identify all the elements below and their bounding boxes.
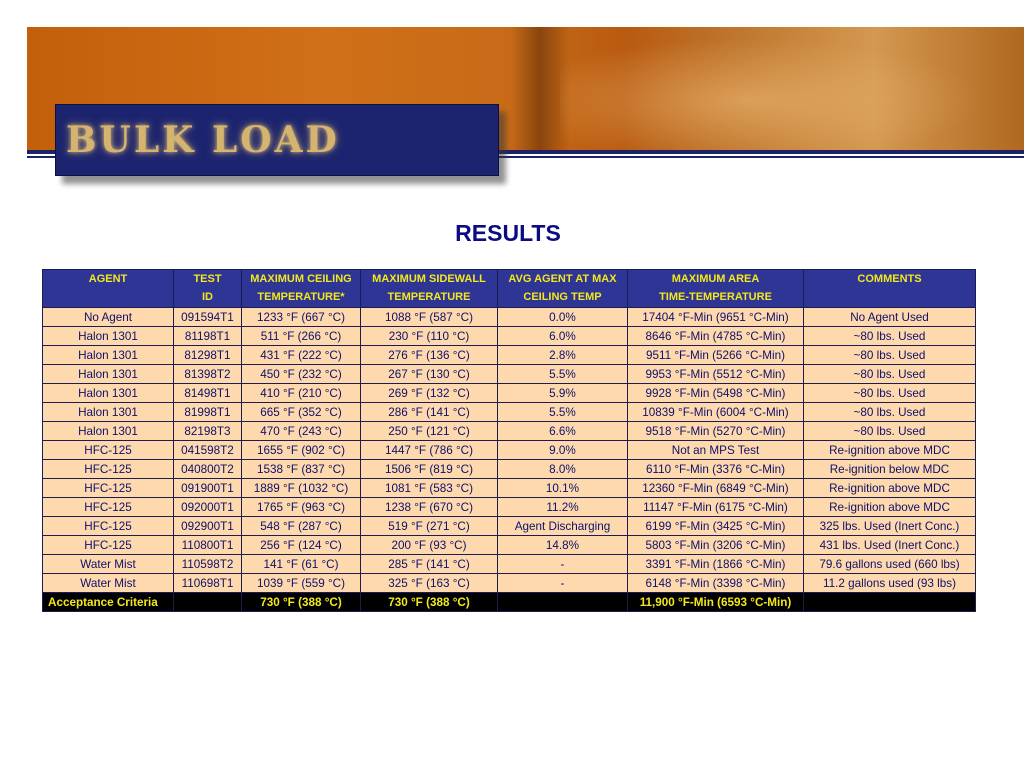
table-cell: -: [498, 555, 628, 574]
column-header-line2: [804, 288, 975, 306]
table-cell: Water Mist: [43, 555, 174, 574]
column-header-line1: COMMENTS: [857, 273, 922, 285]
column-header-line2: CEILING TEMP: [523, 291, 602, 303]
title-plate: [55, 104, 499, 176]
table-cell: ~80 lbs. Used: [804, 327, 976, 346]
table-cell: 1765 °F (963 °C): [242, 498, 361, 517]
table-cell: No Agent: [43, 308, 174, 327]
table-cell: 9953 °F-Min (5512 °C-Min): [628, 365, 804, 384]
table-cell: 12360 °F-Min (6849 °C-Min): [628, 479, 804, 498]
criteria-cell: 730 °F (388 °C): [361, 593, 498, 612]
table-cell: 450 °F (232 °C): [242, 365, 361, 384]
column-header-line1: AVG AGENT AT MAX: [508, 273, 617, 285]
table-cell: Halon 1301: [43, 327, 174, 346]
table-cell: 092000T1: [174, 498, 242, 517]
table-cell: 1081 °F (583 °C): [361, 479, 498, 498]
table-cell: Not an MPS Test: [628, 441, 804, 460]
column-header: [498, 270, 628, 308]
table-cell: 3391 °F-Min (1866 °C-Min): [628, 555, 804, 574]
table-cell: 11147 °F-Min (6175 °C-Min): [628, 498, 804, 517]
table-cell: 1233 °F (667 °C): [242, 308, 361, 327]
table-cell: 2.8%: [498, 346, 628, 365]
table-cell: Halon 1301: [43, 422, 174, 441]
table-cell: 250 °F (121 °C): [361, 422, 498, 441]
column-header-line1: MAXIMUM SIDEWALL: [372, 273, 486, 285]
table-cell: 256 °F (124 °C): [242, 536, 361, 555]
table-cell: 1538 °F (837 °C): [242, 460, 361, 479]
table-cell: 091594T1: [174, 308, 242, 327]
table-cell: No Agent Used: [804, 308, 976, 327]
table-cell: Halon 1301: [43, 365, 174, 384]
table-cell: 81198T1: [174, 327, 242, 346]
table-cell: 1088 °F (587 °C): [361, 308, 498, 327]
table-row: [43, 460, 976, 479]
table-cell: ~80 lbs. Used: [804, 422, 976, 441]
table-cell: 267 °F (130 °C): [361, 365, 498, 384]
table-row: [43, 308, 976, 327]
criteria-cell: Acceptance Criteria: [43, 593, 174, 612]
banner-shade: [510, 27, 570, 150]
table-cell: 0.0%: [498, 308, 628, 327]
table-row: [43, 403, 976, 422]
table-cell: 8646 °F-Min (4785 °C-Min): [628, 327, 804, 346]
table-cell: 81398T2: [174, 365, 242, 384]
table-cell: 11.2%: [498, 498, 628, 517]
table-row: [43, 327, 976, 346]
table-row: [43, 365, 976, 384]
table-cell: 5.5%: [498, 365, 628, 384]
criteria-cell: 730 °F (388 °C): [242, 593, 361, 612]
table-cell: 9511 °F-Min (5266 °C-Min): [628, 346, 804, 365]
table-cell: 1655 °F (902 °C): [242, 441, 361, 460]
table-cell: 6.0%: [498, 327, 628, 346]
criteria-cell: [174, 593, 242, 612]
table-cell: 17404 °F-Min (9651 °C-Min): [628, 308, 804, 327]
table-cell: Re-ignition below MDC: [804, 460, 976, 479]
table-row: [43, 479, 976, 498]
table-cell: 548 °F (287 °C): [242, 517, 361, 536]
column-header: [628, 270, 804, 308]
table-cell: 325 lbs. Used (Inert Conc.): [804, 517, 976, 536]
table-row: [43, 574, 976, 593]
column-header: [174, 270, 242, 308]
table-cell: 519 °F (271 °C): [361, 517, 498, 536]
table-cell: 5.5%: [498, 403, 628, 422]
table-cell: HFC-125: [43, 479, 174, 498]
acceptance-criteria-row: [43, 593, 976, 612]
table-cell: 511 °F (266 °C): [242, 327, 361, 346]
table-cell: 325 °F (163 °C): [361, 574, 498, 593]
table-cell: HFC-125: [43, 536, 174, 555]
table-cell: 6110 °F-Min (3376 °C-Min): [628, 460, 804, 479]
table-cell: 200 °F (93 °C): [361, 536, 498, 555]
table-cell: 269 °F (132 °C): [361, 384, 498, 403]
table-cell: Re-ignition above MDC: [804, 498, 976, 517]
results-table: [42, 269, 976, 612]
table-cell: 10839 °F-Min (6004 °C-Min): [628, 403, 804, 422]
table-cell: 285 °F (141 °C): [361, 555, 498, 574]
table-cell: 040800T2: [174, 460, 242, 479]
table-cell: HFC-125: [43, 498, 174, 517]
table-cell: 230 °F (110 °C): [361, 327, 498, 346]
table-row: [43, 555, 976, 574]
table-cell: Re-ignition above MDC: [804, 441, 976, 460]
banner-glow: [560, 27, 1024, 150]
table-cell: 141 °F (61 °C): [242, 555, 361, 574]
table-cell: 041598T2: [174, 441, 242, 460]
table-body: [43, 308, 976, 612]
table-cell: Halon 1301: [43, 346, 174, 365]
table-cell: 9928 °F-Min (5498 °C-Min): [628, 384, 804, 403]
table-cell: 81998T1: [174, 403, 242, 422]
table-cell: 8.0%: [498, 460, 628, 479]
table-cell: 1506 °F (819 °C): [361, 460, 498, 479]
table-cell: Water Mist: [43, 574, 174, 593]
table-header: [43, 270, 976, 308]
table-cell: 82198T3: [174, 422, 242, 441]
column-header-line2: [43, 288, 173, 306]
criteria-cell: [498, 593, 628, 612]
table-cell: HFC-125: [43, 517, 174, 536]
table-cell: Halon 1301: [43, 384, 174, 403]
criteria-cell: [804, 593, 976, 612]
table-cell: 431 °F (222 °C): [242, 346, 361, 365]
table-cell: 11.2 gallons used (93 lbs): [804, 574, 976, 593]
table-cell: Agent Discharging: [498, 517, 628, 536]
table-cell: 1238 °F (670 °C): [361, 498, 498, 517]
table-cell: 1889 °F (1032 °C): [242, 479, 361, 498]
table-cell: 10.1%: [498, 479, 628, 498]
table-cell: 410 °F (210 °C): [242, 384, 361, 403]
table-cell: 110800T1: [174, 536, 242, 555]
table-cell: 5803 °F-Min (3206 °C-Min): [628, 536, 804, 555]
table-cell: 092900T1: [174, 517, 242, 536]
table-cell: ~80 lbs. Used: [804, 384, 976, 403]
table-cell: 79.6 gallons used (660 lbs): [804, 555, 976, 574]
table-cell: 110698T1: [174, 574, 242, 593]
table-cell: 14.8%: [498, 536, 628, 555]
criteria-cell: 11,900 °F-Min (6593 °C-Min): [628, 593, 804, 612]
column-header-line2: ID: [202, 291, 213, 303]
column-header: [804, 270, 976, 308]
table-cell: 431 lbs. Used (Inert Conc.): [804, 536, 976, 555]
column-header-line1: TEST: [193, 273, 222, 285]
table-cell: 1039 °F (559 °C): [242, 574, 361, 593]
table-row: [43, 441, 976, 460]
table-row: [43, 536, 976, 555]
table-cell: ~80 lbs. Used: [804, 346, 976, 365]
column-header-line1: MAXIMUM AREA: [671, 273, 760, 285]
table-cell: 81298T1: [174, 346, 242, 365]
table-cell: 091900T1: [174, 479, 242, 498]
table-row: [43, 422, 976, 441]
table-row: [43, 384, 976, 403]
table-cell: 665 °F (352 °C): [242, 403, 361, 422]
column-header-line2: TEMPERATURE*: [257, 291, 345, 303]
table-cell: HFC-125: [43, 460, 174, 479]
table-cell: Halon 1301: [43, 403, 174, 422]
table-row: [43, 517, 976, 536]
table-cell: Re-ignition above MDC: [804, 479, 976, 498]
column-header-line1: MAXIMUM CEILING: [250, 273, 352, 285]
table-cell: 9.0%: [498, 441, 628, 460]
column-header: [242, 270, 361, 308]
header-row: [43, 270, 976, 308]
column-header-line2: TIME-TEMPERATURE: [659, 291, 772, 303]
page-title: RESULTS: [455, 220, 561, 246]
table-cell: 6199 °F-Min (3425 °C-Min): [628, 517, 804, 536]
table-cell: 6.6%: [498, 422, 628, 441]
table-cell: -: [498, 574, 628, 593]
table-cell: ~80 lbs. Used: [804, 365, 976, 384]
table-cell: 5.9%: [498, 384, 628, 403]
column-header: [43, 270, 174, 308]
column-header-line2: TEMPERATURE: [387, 291, 471, 303]
table-cell: 1447 °F (786 °C): [361, 441, 498, 460]
banner-title: BULK LOAD: [66, 119, 340, 161]
table-cell: ~80 lbs. Used: [804, 403, 976, 422]
table-cell: HFC-125: [43, 441, 174, 460]
table-cell: 286 °F (141 °C): [361, 403, 498, 422]
column-header: [361, 270, 498, 308]
table-cell: 6148 °F-Min (3398 °C-Min): [628, 574, 804, 593]
table-cell: 81498T1: [174, 384, 242, 403]
table-row: [43, 346, 976, 365]
table-cell: 470 °F (243 °C): [242, 422, 361, 441]
table-cell: 110598T2: [174, 555, 242, 574]
table-row: [43, 498, 976, 517]
table-cell: 9518 °F-Min (5270 °C-Min): [628, 422, 804, 441]
column-header-line1: AGENT: [88, 273, 128, 285]
table-cell: 276 °F (136 °C): [361, 346, 498, 365]
